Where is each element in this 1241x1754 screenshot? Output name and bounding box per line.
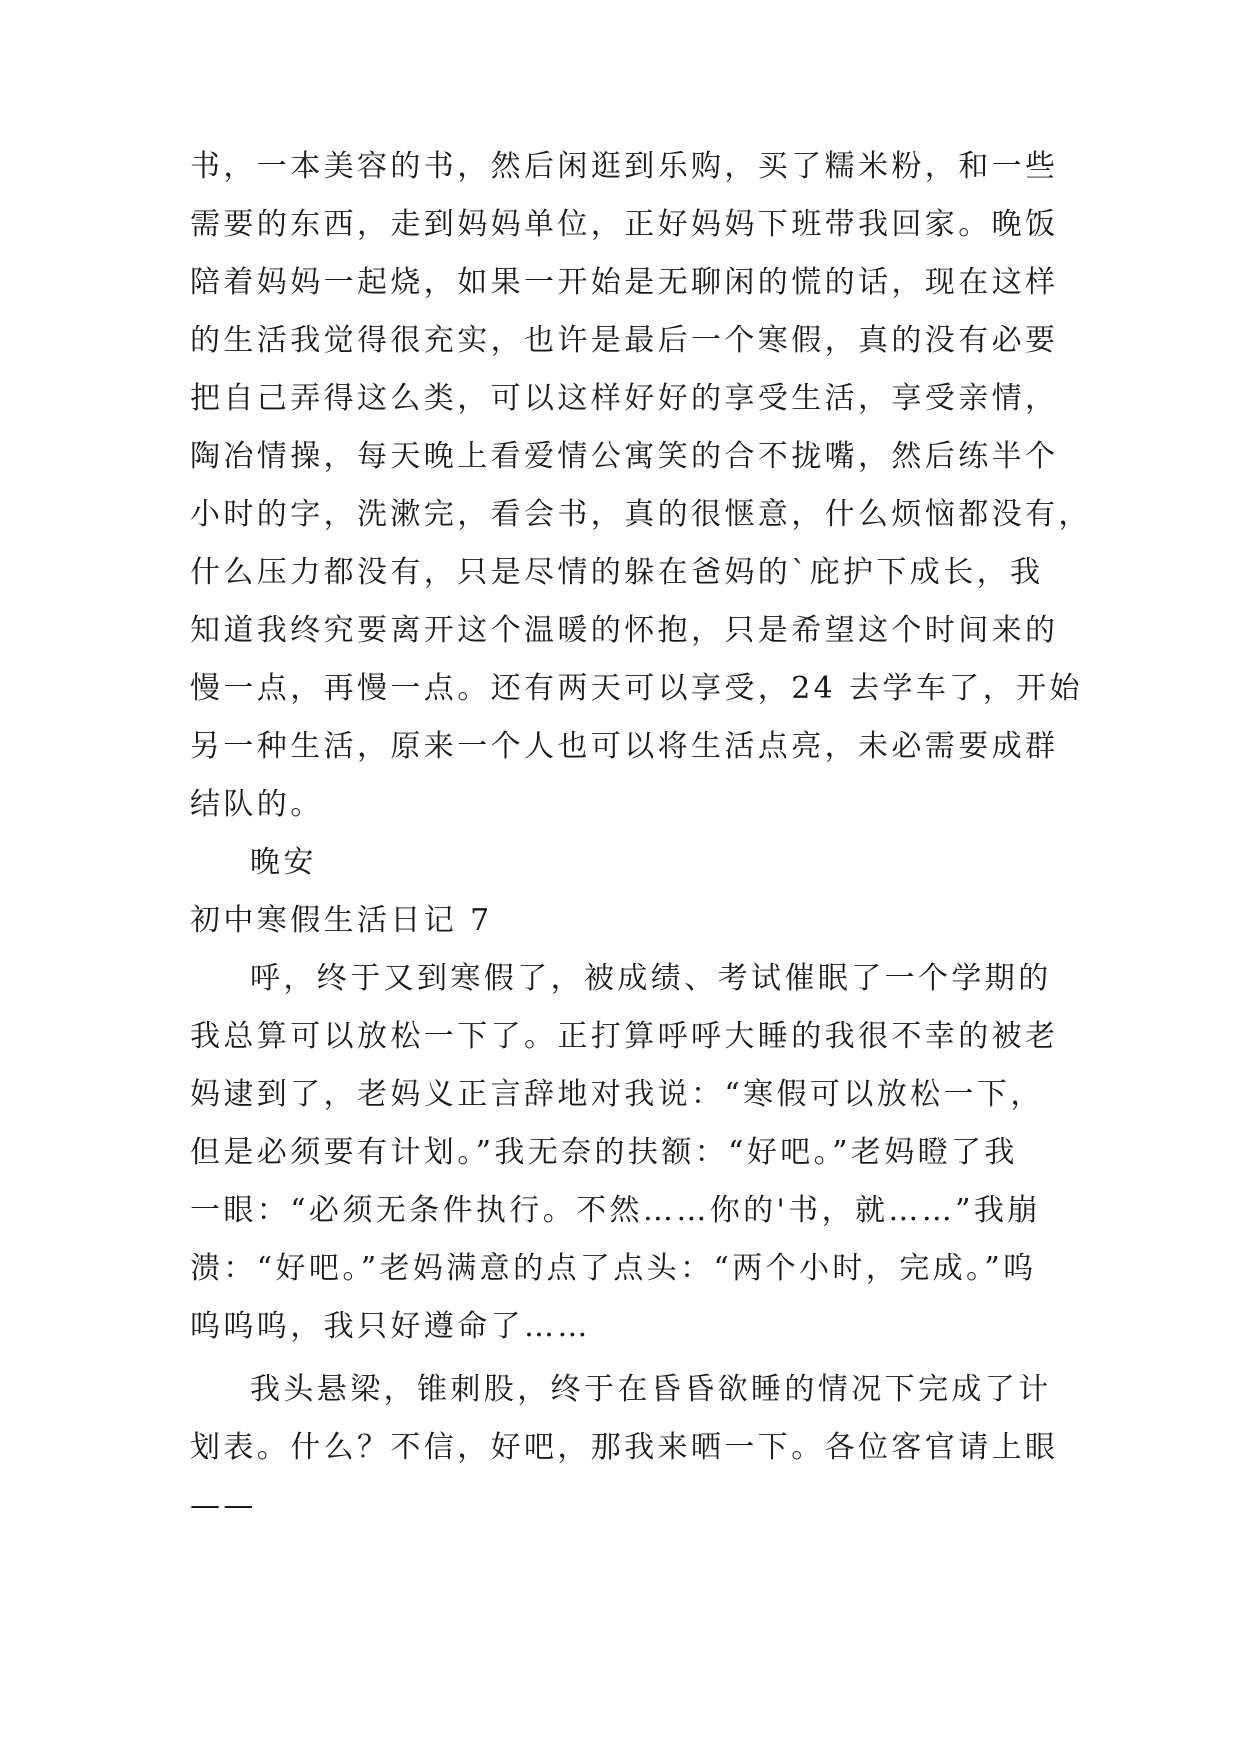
text-line: 慢一点，再慢一点。还有两天可以享受，24 去学车了，开始 [190, 671, 1083, 706]
sign-off: 晚安 [250, 845, 317, 880]
text-line: 知道我终究要离开这个温暖的怀抱，只是希望这个时间来的 [190, 613, 1059, 648]
text-line: 的生活我觉得很充实，也许是最后一个寒假，真的没有必要 [190, 323, 1059, 358]
text-line: 呼，终于又到寒假了，被成绩、考试催眠了一个学期的 [250, 961, 1052, 996]
text-line: 我头悬梁，锥刺股，终于在昏昏欲睡的情况下完成了计 [250, 1372, 1052, 1407]
text-line: 溃：“好吧。”老妈满意的点了点头：“两个小时，完成。”呜 [190, 1251, 1037, 1286]
text-line: 陪着妈妈一起烧，如果一开始是无聊闲的慌的话，现在这样 [190, 265, 1059, 300]
text-line: 什么压力都没有，只是尽情的躲在爸妈的`庇护下成长，我 [190, 555, 1044, 590]
text-line: 书，一本美容的书，然后闲逛到乐购，买了糯米粉，和一些 [190, 149, 1059, 184]
text-line: 但是必须要有计划。”我无奈的扶额：“好吧。”老妈瞪了我 [190, 1135, 1018, 1170]
text-line: 需要的东西，走到妈妈单位，正好妈妈下班带我回家。晚饭 [190, 207, 1059, 242]
section-heading: 初中寒假生活日记 7 [190, 903, 493, 938]
text-line: 我总算可以放松一下了。正打算呼呼大睡的我很不幸的被老 [190, 1019, 1059, 1054]
text-line: 结队的。 [190, 787, 324, 822]
text-line: —— [190, 1488, 257, 1523]
text-line: 把自己弄得这么类，可以这样好好的享受生活，享受亲情， [190, 381, 1059, 416]
text-line: 妈逮到了，老妈义正言辞地对我说：“寒假可以放松一下， [190, 1077, 1044, 1112]
text-line: 呜呜呜，我只好遵命了…… [190, 1309, 591, 1344]
text-line: 陶冶情操，每天晚上看爱情公寓笑的合不拢嘴，然后练半个 [190, 439, 1059, 474]
text-line: 划表。什么？不信，好吧，那我来晒一下。各位客官请上眼 [190, 1430, 1059, 1465]
text-line: 另一种生活，原来一个人也可以将生活点亮，未必需要成群 [190, 729, 1059, 764]
text-line: 一眼：“必须无条件执行。不然……你的'书，就……”我崩 [190, 1193, 1041, 1228]
text-line: 小时的字，洗漱完，看会书，真的很惬意，什么烦恼都没有， [190, 497, 1092, 532]
